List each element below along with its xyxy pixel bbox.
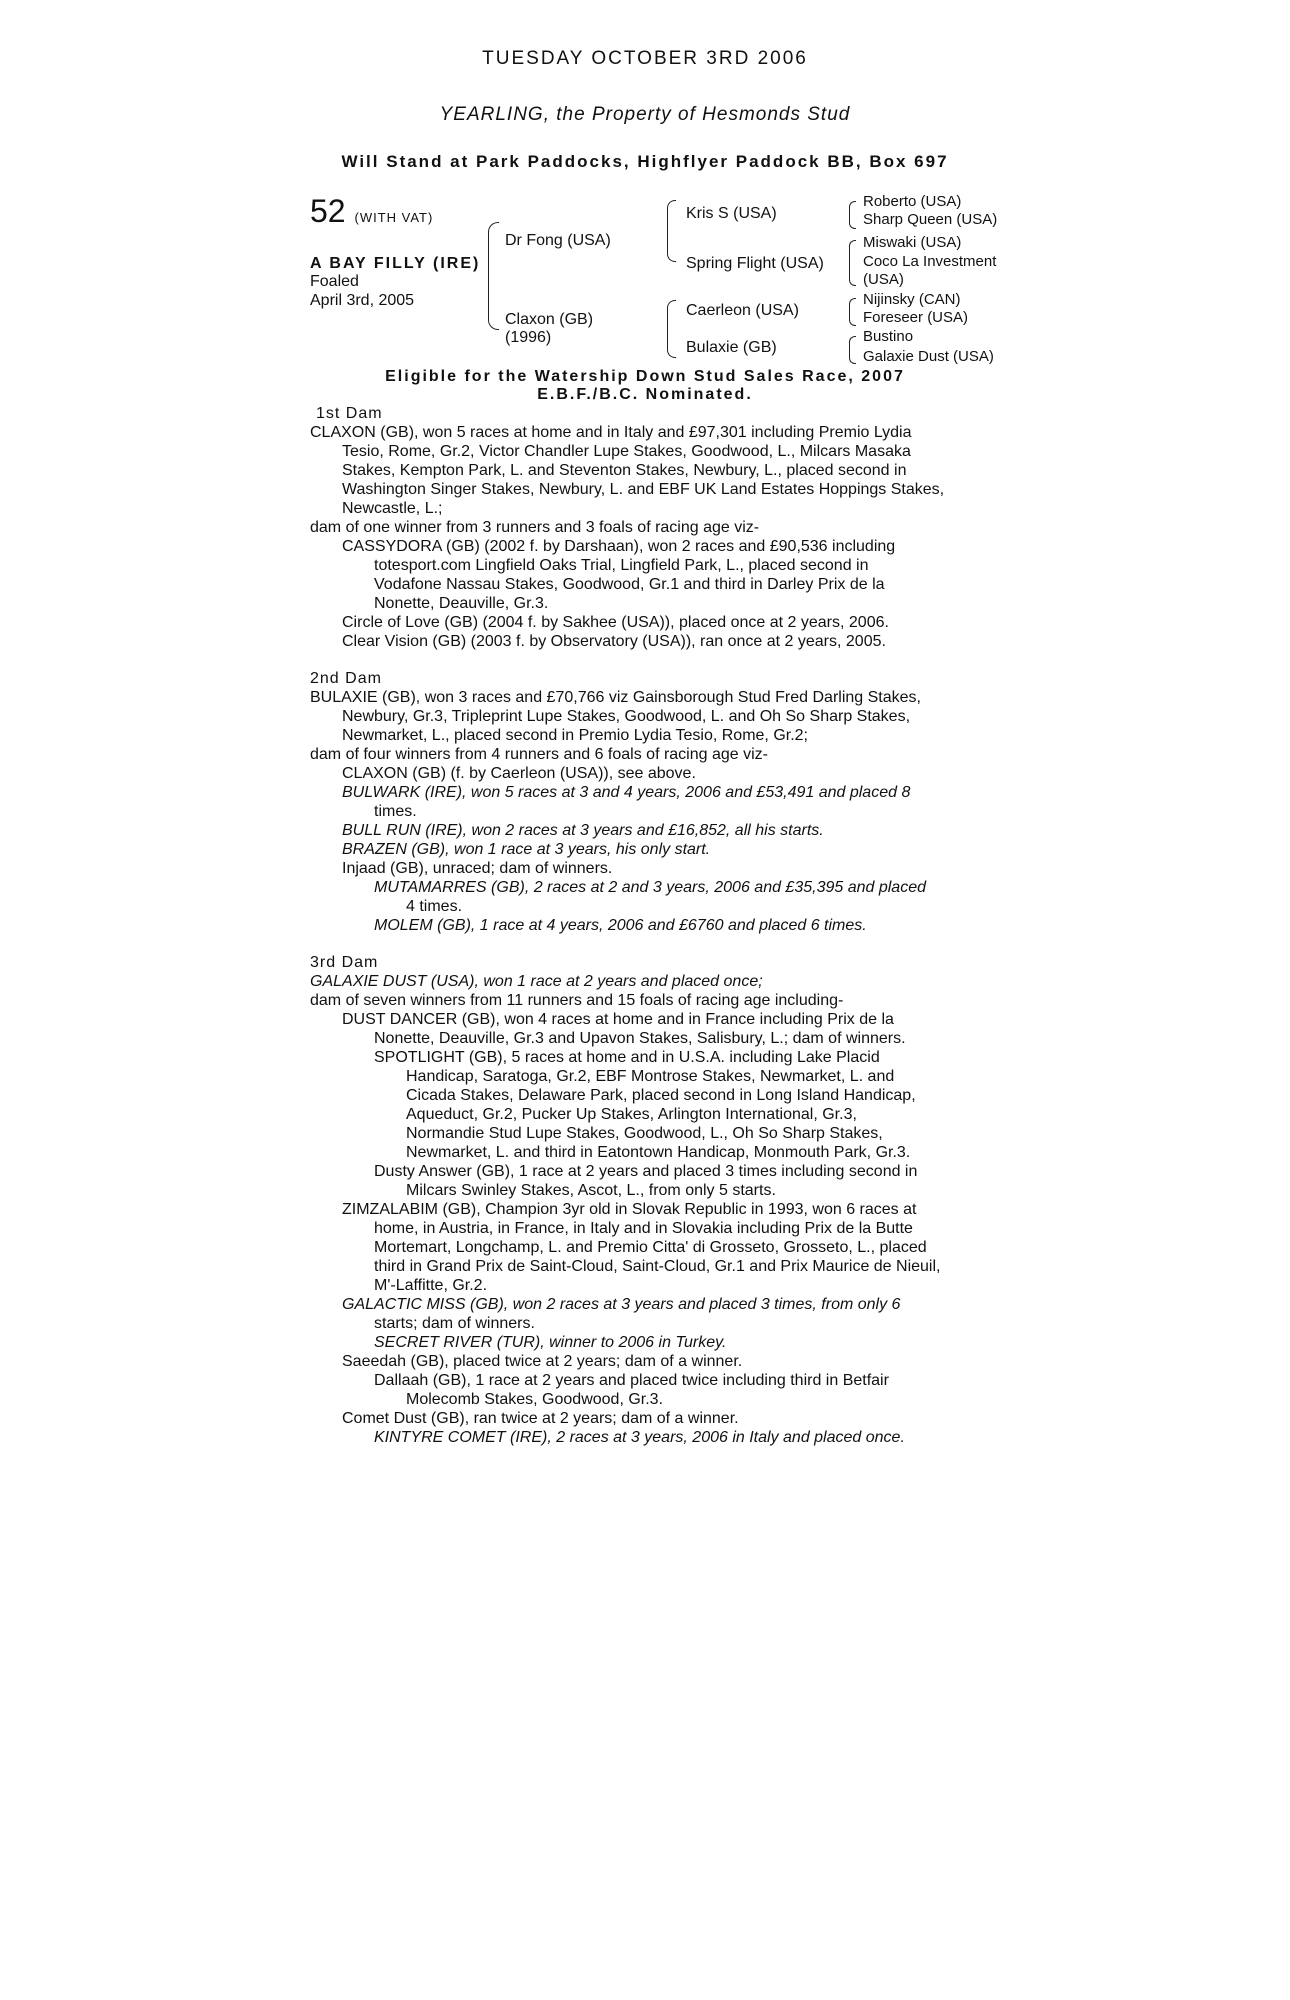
first-dam-line: totesport.com Lingfield Oaks Trial, Lingfield Park, L., placed second in [374, 557, 869, 574]
third-dam-line: KINTYRE COMET (IRE), 2 races at 3 years, 2006 in Italy and placed once. [374, 1429, 905, 1446]
third-dam-line: Saeedah (GB), placed twice at 2 years; dam of a winner. [342, 1353, 743, 1370]
lot-number-row [310, 193, 433, 230]
first-dam-heading: 1st Dam [316, 405, 383, 422]
pedigree-main-brace [488, 222, 499, 330]
sire-name: Dr Fong (USA) [505, 232, 611, 249]
sire-sire: Kris S (USA) [686, 205, 777, 222]
foaled-label: Foaled [310, 273, 359, 290]
first-dam-line: Tesio, Rome, Gr.2, Victor Chandler Lupe Stakes, Goodwood, L., Milcars Masaka [342, 443, 911, 460]
third-dam-line: Milcars Swinley Stakes, Ascot, L., from only 5 starts. [406, 1182, 776, 1199]
third-dam-line: Comet Dust (GB), ran twice at 2 years; dam of a winner. [342, 1410, 739, 1427]
second-dam-line: BRAZEN (GB), won 1 race at 3 years, his only start. [342, 841, 711, 858]
third-dam-line: GALACTIC MISS (GB), won 2 races at 3 years and placed 3 times, from only 6 [342, 1296, 901, 1313]
first-dam-line: Vodafone Nassau Stakes, Goodwood, Gr.1 and third in Darley Prix de la [374, 576, 885, 593]
first-dam-line: CASSYDORA (GB) (2002 f. by Darshaan), won 2 races and £90,536 including [342, 538, 896, 555]
dam-brace [667, 300, 676, 358]
ds-dam: Foreseer (USA) [863, 309, 969, 326]
vat-note: (WITH VAT) [354, 210, 434, 225]
third-dam-line: Cicada Stakes, Delaware Park, placed second in Long Island Handicap, [406, 1087, 916, 1104]
third-dam-line: Normandie Stud Lupe Stakes, Goodwood, L., Oh So Sharp Stakes, [406, 1125, 883, 1142]
first-dam-line: CLAXON (GB), won 5 races at home and in Italy and £97,301 including Premio Lydia [310, 424, 912, 441]
dd-sire: Bustino [863, 328, 914, 345]
second-dam-line: times. [374, 803, 417, 820]
third-dam-line: Nonette, Deauville, Gr.3 and Upavon Stakes, Salisbury, L.; dam of winners. [374, 1030, 906, 1047]
produce-record [310, 404, 990, 1447]
dam-name: Claxon (GB) [505, 311, 594, 328]
ss-dam: Sharp Queen (USA) [863, 211, 998, 228]
second-dam-line: 4 times. [406, 898, 463, 915]
third-dam-line: starts; dam of winners. [374, 1315, 535, 1332]
second-dam-line: MUTAMARRES (GB), 2 races at 2 and 3 years, 2006 and £35,395 and placed [374, 879, 926, 896]
second-dam-line: BULWARK (IRE), won 5 races at 3 and 4 years, 2006 and £53,491 and placed 8 [342, 784, 911, 801]
third-dam-line: Handicap, Saratoga, Gr.2, EBF Montrose Stakes, Newmarket, L. and [406, 1068, 895, 1085]
dam-sire: Caerleon (USA) [686, 302, 799, 319]
second-dam-line: dam of four winners from 4 runners and 6 foals of racing age viz- [310, 746, 768, 763]
section-gap [310, 651, 990, 669]
dam-year: (1996) [505, 329, 552, 346]
third-dam-line: ZIMZALABIM (GB), Champion 3yr old in Slovak Republic in 1993, won 6 races at [342, 1201, 917, 1218]
third-dam-line: SECRET RIVER (TUR), winner to 2006 in Turkey. [374, 1334, 727, 1351]
section-gap [310, 935, 990, 953]
second-dam-line: CLAXON (GB) (f. by Caerleon (USA)), see above. [342, 765, 696, 782]
first-dam-line: dam of one winner from 3 runners and 3 foals of racing age viz- [310, 519, 760, 536]
sd-sire: Miswaki (USA) [863, 234, 962, 251]
eligibility-note: Eligible for the Watership Down Stud Sales Race, 2007 [385, 368, 905, 385]
third-dam-line: third in Grand Prix de Saint-Cloud, Saint-Cloud, Gr.1 and Prix Maurice de Nieuil, [374, 1258, 941, 1275]
ds-sire: Nijinsky (CAN) [863, 291, 961, 308]
first-dam-line: Clear Vision (GB) (2003 f. by Observatory (USA)), ran once at 2 years, 2005. [342, 633, 886, 650]
sale-date: TUESDAY OCTOBER 3RD 2006 [482, 48, 808, 69]
third-dam-line: M'-Laffitte, Gr.2. [374, 1277, 488, 1294]
third-dam-line: Aqueduct, Gr.2, Pucker Up Stakes, Arlington International, Gr.3, [406, 1106, 857, 1123]
sd-brace [849, 240, 856, 286]
sd-dam: Coco La Investment [863, 253, 997, 270]
sd-dam-country: (USA) [863, 271, 904, 288]
third-dam-line: Mortemart, Longchamp, L. and Premio Citta' di Grosseto, Grosseto, L., placed [374, 1239, 927, 1256]
sire-brace [667, 200, 676, 262]
second-dam-line: MOLEM (GB), 1 race at 4 years, 2006 and £6760 and placed 6 times. [374, 917, 867, 934]
second-dam-line: Newbury, Gr.3, Tripleprint Lupe Stakes, Goodwood, L. and Oh So Sharp Stakes, [342, 708, 911, 725]
lot-number: 52 [310, 193, 346, 229]
ss-brace [849, 201, 856, 229]
third-dam-line: dam of seven winners from 11 runners and 15 foals of racing age including- [310, 992, 844, 1009]
third-dam-line: Newmarket, L. and third in Eatontown Handicap, Monmouth Park, Gr.3. [406, 1144, 911, 1161]
second-dam-line: BULL RUN (IRE), won 2 races at 3 years and £16,852, all his starts. [342, 822, 824, 839]
first-dam-line: Newcastle, L.; [342, 500, 443, 517]
third-dam-line: SPOTLIGHT (GB), 5 races at home and in U.S.A. including Lake Placid [374, 1049, 880, 1066]
foaled-date: April 3rd, 2005 [310, 292, 415, 309]
third-dam-heading: 3rd Dam [310, 954, 379, 971]
first-dam-line: Washington Singer Stakes, Newbury, L. and EBF UK Land Estates Hoppings Stakes, [342, 481, 945, 498]
stand-location: Will Stand at Park Paddocks, Highflyer Paddock BB, Box 697 [341, 152, 949, 171]
second-dam-line: BULAXIE (GB), won 3 races and £70,766 viz Gainsborough Stud Fred Darling Stakes, [310, 689, 921, 706]
ss-sire: Roberto (USA) [863, 193, 962, 210]
nomination-note: E.B.F./B.C. Nominated. [537, 386, 753, 403]
second-dam-heading: 2nd Dam [310, 670, 382, 687]
first-dam-line: Stakes, Kempton Park, L. and Steventon Stakes, Newbury, L., placed second in [342, 462, 907, 479]
third-dam-line: home, in Austria, in France, in Italy and in Slovakia including Prix de la Butte [374, 1220, 913, 1237]
third-dam-line: Molecomb Stakes, Goodwood, Gr.3. [406, 1391, 664, 1408]
ds-brace [849, 298, 856, 326]
dd-dam: Galaxie Dust (USA) [863, 348, 994, 365]
horse-name: A BAY FILLY (IRE) [310, 255, 481, 272]
dd-brace [849, 336, 856, 364]
dam-dam: Bulaxie (GB) [686, 339, 777, 356]
third-dam-line: Dallaah (GB), 1 race at 2 years and placed twice including third in Betfair [374, 1372, 889, 1389]
sire-dam: Spring Flight (USA) [686, 255, 824, 272]
third-dam-line: Dusty Answer (GB), 1 race at 2 years and placed 3 times including second in [374, 1163, 918, 1180]
third-dam-line: DUST DANCER (GB), won 4 races at home and in France including Prix de la [342, 1011, 894, 1028]
second-dam-line: Newmarket, L., placed second in Premio Lydia Tesio, Rome, Gr.2; [342, 727, 808, 744]
second-dam-line: Injaad (GB), unraced; dam of winners. [342, 860, 613, 877]
third-dam-line: GALAXIE DUST (USA), won 1 race at 2 years and placed once; [310, 973, 763, 990]
vendor-subtitle: YEARLING, the Property of Hesmonds Stud [439, 104, 851, 125]
first-dam-line: Nonette, Deauville, Gr.3. [374, 595, 549, 612]
first-dam-line: Circle of Love (GB) (2004 f. by Sakhee (USA)), placed once at 2 years, 2006. [342, 614, 889, 631]
